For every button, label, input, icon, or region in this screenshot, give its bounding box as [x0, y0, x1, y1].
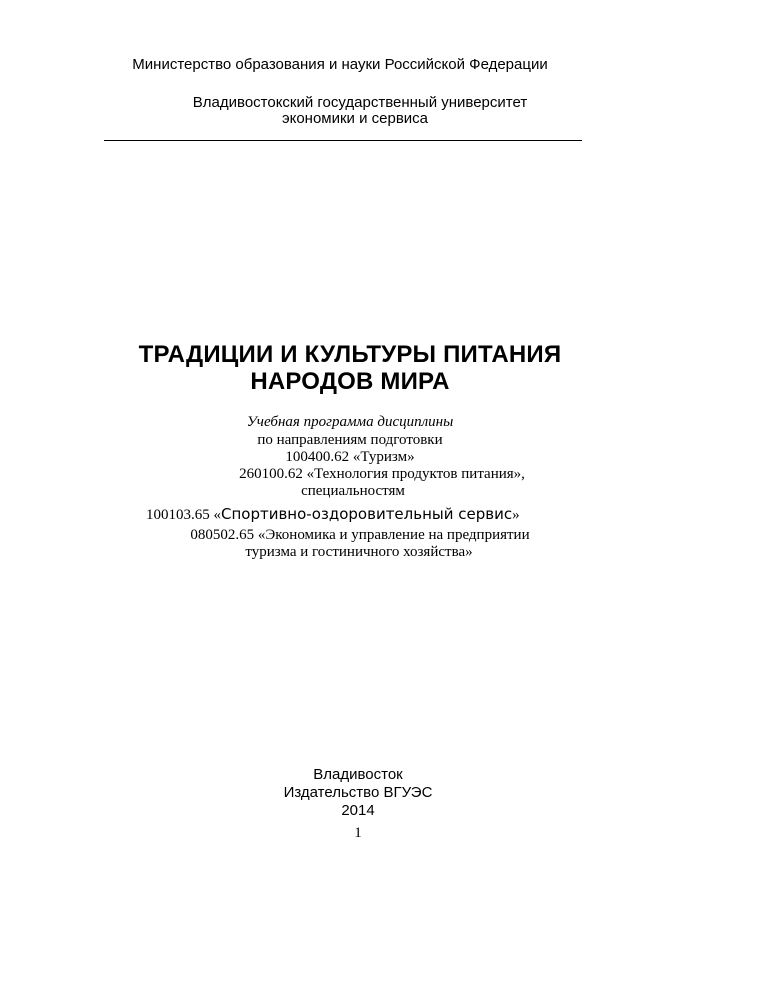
imprint-city: Владивосток — [313, 766, 403, 783]
university-name-line2: экономики и сервиса — [281, 110, 429, 127]
header-divider — [104, 140, 582, 141]
directions-intro: по направлениям подготовки — [257, 432, 443, 448]
specialty-economics-line2: туризма и гостиничного хозяйства» — [245, 544, 473, 560]
specialty-sport-code: 100103.65 « — [146, 507, 221, 523]
imprint-publisher: Издательство ВГУЭС — [283, 784, 433, 801]
ministry-name: Министерство образования и науки Российской Федерации — [132, 56, 548, 73]
page-number: 1 — [354, 825, 362, 841]
specialty-sport-close-quote: » — [512, 507, 520, 523]
document-subtitle: Учебная программа дисциплины — [246, 414, 454, 430]
imprint-year: 2014 — [341, 802, 375, 819]
university-name-line1: Владивостокский государственный университет — [192, 94, 528, 111]
specialties-intro: специальностям — [301, 483, 405, 499]
direction-food-technology: 260100.62 «Технология продуктов питания», — [239, 466, 525, 482]
document-title-line2: НАРОДОВ МИРА — [250, 368, 450, 395]
specialty-sport-service — [146, 505, 520, 524]
direction-tourism: 100400.62 «Туризм» — [285, 449, 415, 465]
specialty-sport-name: Спортивно-оздоровительный сервис — [221, 505, 513, 523]
document-title-line1: ТРАДИЦИИ И КУЛЬТУРЫ ПИТАНИЯ — [138, 341, 562, 368]
specialty-economics-line1: 080502.65 «Экономика и управление на предприятии — [190, 527, 530, 543]
